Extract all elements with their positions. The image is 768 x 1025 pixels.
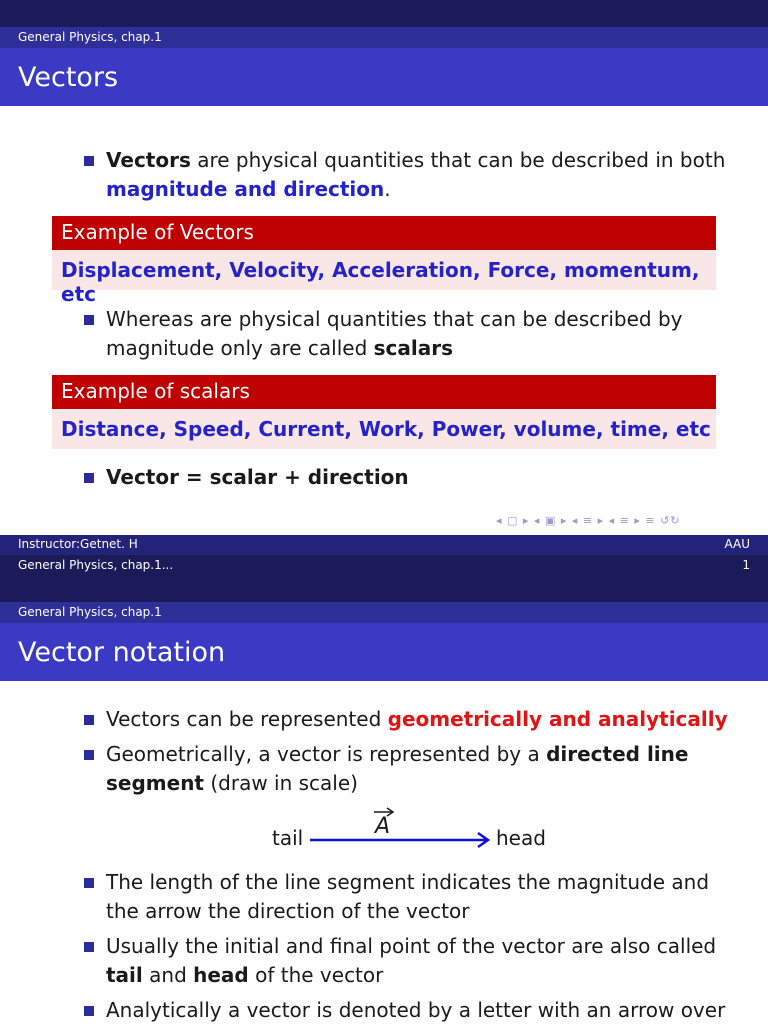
bullet-square-icon (84, 878, 94, 888)
slide2-bullet-tail-head (84, 932, 728, 990)
block-title-text: Example of scalars (61, 379, 250, 403)
bullet-square-icon (84, 473, 94, 483)
vector-diagram (0, 800, 768, 860)
slide1-top-band (0, 0, 768, 27)
slide2-bullet-length (84, 868, 728, 926)
bullet-text-end: of the vector (248, 963, 384, 987)
bullet-square-icon (84, 156, 94, 166)
example-scalars-block-title (52, 375, 716, 409)
slide1-header-bar (0, 27, 768, 48)
slide2-title: Vector notation (18, 637, 226, 668)
slide1-bullet-scalars (84, 305, 728, 363)
bullet-square-icon (84, 750, 94, 760)
slide1-title-bar (0, 48, 768, 106)
footer-page-number: 1 (742, 558, 750, 572)
vector-arrow (308, 830, 492, 850)
bold-term: Vectors (106, 148, 191, 172)
bullet-text: Geometrically, a vector is represented by a (106, 742, 547, 766)
slide2-header-text: General Physics, chap.1 (18, 605, 162, 619)
example-scalars-block-body (52, 409, 716, 449)
bold-head: head (193, 963, 249, 987)
block-body-text: Displacement, Velocity, Acceleration, Force, momentum, etc (61, 258, 700, 306)
vector-label: A (375, 814, 391, 839)
bold-term: scalars (373, 336, 454, 360)
slide2-bullet-representation (84, 705, 728, 734)
bullet-square-icon (84, 315, 94, 325)
bullet-text: are physical quantities that can be described in both (190, 148, 726, 172)
slide2-bullet-geometric (84, 740, 728, 798)
bullet-text: The length of the line segment indicates the magnitude and the arrow the direction of the vector (106, 870, 710, 923)
slide1-title: Vectors (18, 62, 119, 93)
bullet-end: . (384, 177, 391, 201)
footer-institution: AAU (724, 537, 750, 551)
bullet-square-icon (84, 942, 94, 952)
slide2-bullet-analytic (84, 996, 758, 1025)
bullet-text: Usually the initial and final point of the vector are also called (106, 934, 717, 958)
slide2-header-bar (0, 602, 768, 623)
block-body-text: Distance, Speed, Current, Work, Power, volume, time, etc (61, 417, 711, 441)
bold-tail: tail (106, 963, 143, 987)
formula-text: Vector = scalar + direction (106, 465, 409, 489)
head-label: head (496, 826, 546, 850)
bullet-text: Analytically a vector is denoted by a letter with an arrow over (106, 998, 726, 1022)
footer-instructor: Instructor:Getnet. H (18, 537, 138, 551)
bold-term: directed line segment (106, 742, 689, 795)
highlight-text: magnitude and direction (106, 177, 385, 201)
slide2-title-bar (0, 623, 768, 681)
bullet-text: Whereas are physical quantities that can be described by magnitude only are called (106, 307, 683, 360)
bullet-text: Vectors can be represented (106, 707, 388, 731)
highlight-text: geometrically and analytically (387, 707, 728, 731)
bullet-text-and: and (142, 963, 194, 987)
footer-section: General Physics, chap.1... (18, 558, 174, 572)
block-title-text: Example of Vectors (61, 220, 254, 244)
slide1-footer-bottom (0, 555, 768, 602)
example-vectors-block-body (52, 250, 716, 306)
bullet-text-end: (draw in scale) (204, 771, 358, 795)
slide1-header-text: General Physics, chap.1 (18, 30, 162, 44)
bullet-square-icon (84, 1006, 94, 1016)
tail-label: tail (272, 826, 304, 850)
bullet-square-icon (84, 715, 94, 725)
beamer-navigation-icons[interactable]: ◂ ▢ ▸ ◂ ▣ ▸ ◂ ≡ ▸ ◂ ≡ ▸ ≡ ↺↻ (496, 514, 681, 527)
slide1-bullet-formula (84, 463, 728, 492)
example-vectors-block-title (52, 216, 716, 250)
slide1-bullet-vectors (84, 146, 728, 204)
slide1-footer-top (0, 535, 768, 555)
